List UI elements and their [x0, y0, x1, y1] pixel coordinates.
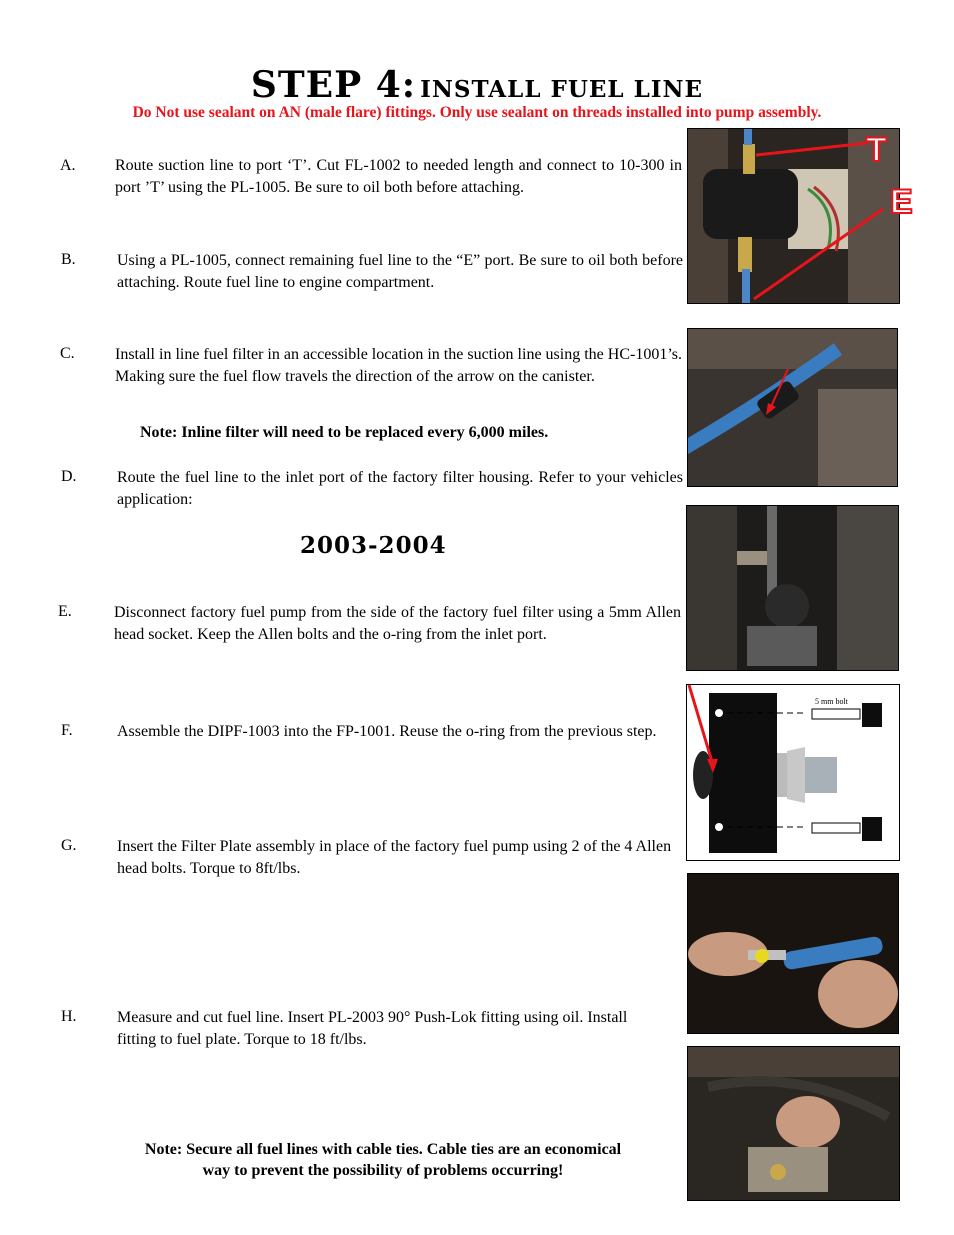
push-lok-photo [687, 873, 899, 1034]
port-e-label: E [890, 183, 913, 221]
filter-plate-diagram [686, 684, 900, 861]
step-c-text: Install in line fuel filter in an accessible location in the suction line using the HC-1001’s. Making sure the fuel flow travels the direction of the arrow on the canister. [115, 346, 682, 385]
step-f-letter: F. [61, 722, 73, 739]
title-step: STEP 4: [250, 64, 417, 106]
step-h-text: Measure and cut fuel line. Insert PL-2003 90° Push-Lok fitting using oil. Install fitting to fuel plate. Torque to 18 ft/lbs. [117, 1009, 628, 1048]
step-g-text: Insert the Filter Plate assembly in place of the factory fuel pump using 2 of the 4 Allen head bolts. Torque to 8ft/lbs. [117, 838, 672, 877]
step-a-text: Route suction line to port ‘T’. Cut FL-1002 to needed length and connect to 10-300 in port ’T’ using the PL-1005. Be sure to oil both before attaching. [115, 157, 682, 196]
title-subtitle: INSTALL FUEL LINE [420, 76, 704, 103]
cable-tie-note-line2: way to prevent the possibility of problems occurring! [202, 1162, 564, 1179]
step-e-text: Disconnect factory fuel pump from the side of the factory fuel filter using a 5mm Allen head socket. Keep the Allen bolts and the o-ring from the inlet port. [114, 604, 681, 643]
port-t-label: T [866, 131, 887, 169]
step-f-text: Assemble the DIPF-1003 into the FP-1001. Reuse the o-ring from the previous step. [117, 723, 657, 740]
step-b-text: Using a PL-1005, connect remaining fuel line to the “E” port. Be sure to oil both before attaching. Route fuel line to engine compartment. [117, 252, 683, 291]
step-a-letter: A. [60, 157, 76, 174]
pump-ports-photo [687, 128, 900, 304]
filter-note: Note: Inline filter will need to be replaced every 6,000 miles. [140, 424, 549, 441]
step-c-letter: C. [60, 345, 75, 362]
step-d-letter: D. [61, 468, 77, 485]
inline-filter-photo [687, 328, 898, 487]
year-heading: 2003-2004 [300, 532, 447, 559]
factory-filter-photo [686, 505, 899, 671]
bolt-label: 5 mm bolt [815, 697, 848, 706]
sealant-warning: Do Not use sealant on AN (male flare) fittings. Only use sealant on threads installed into pump assembly. [132, 104, 822, 121]
cable-tie-note-line1: Note: Secure all fuel lines with cable ties. Cable ties are an economical [144, 1141, 622, 1158]
step-g-letter: G. [61, 837, 77, 854]
step-h-letter: H. [61, 1008, 77, 1025]
step-d-text: Route the fuel line to the inlet port of the factory filter housing. Refer to your vehicles application: [117, 469, 683, 508]
installed-fitting-photo [687, 1046, 900, 1201]
step-e-letter: E. [58, 603, 72, 620]
page-title [0, 64, 954, 106]
step-b-letter: B. [61, 251, 76, 268]
